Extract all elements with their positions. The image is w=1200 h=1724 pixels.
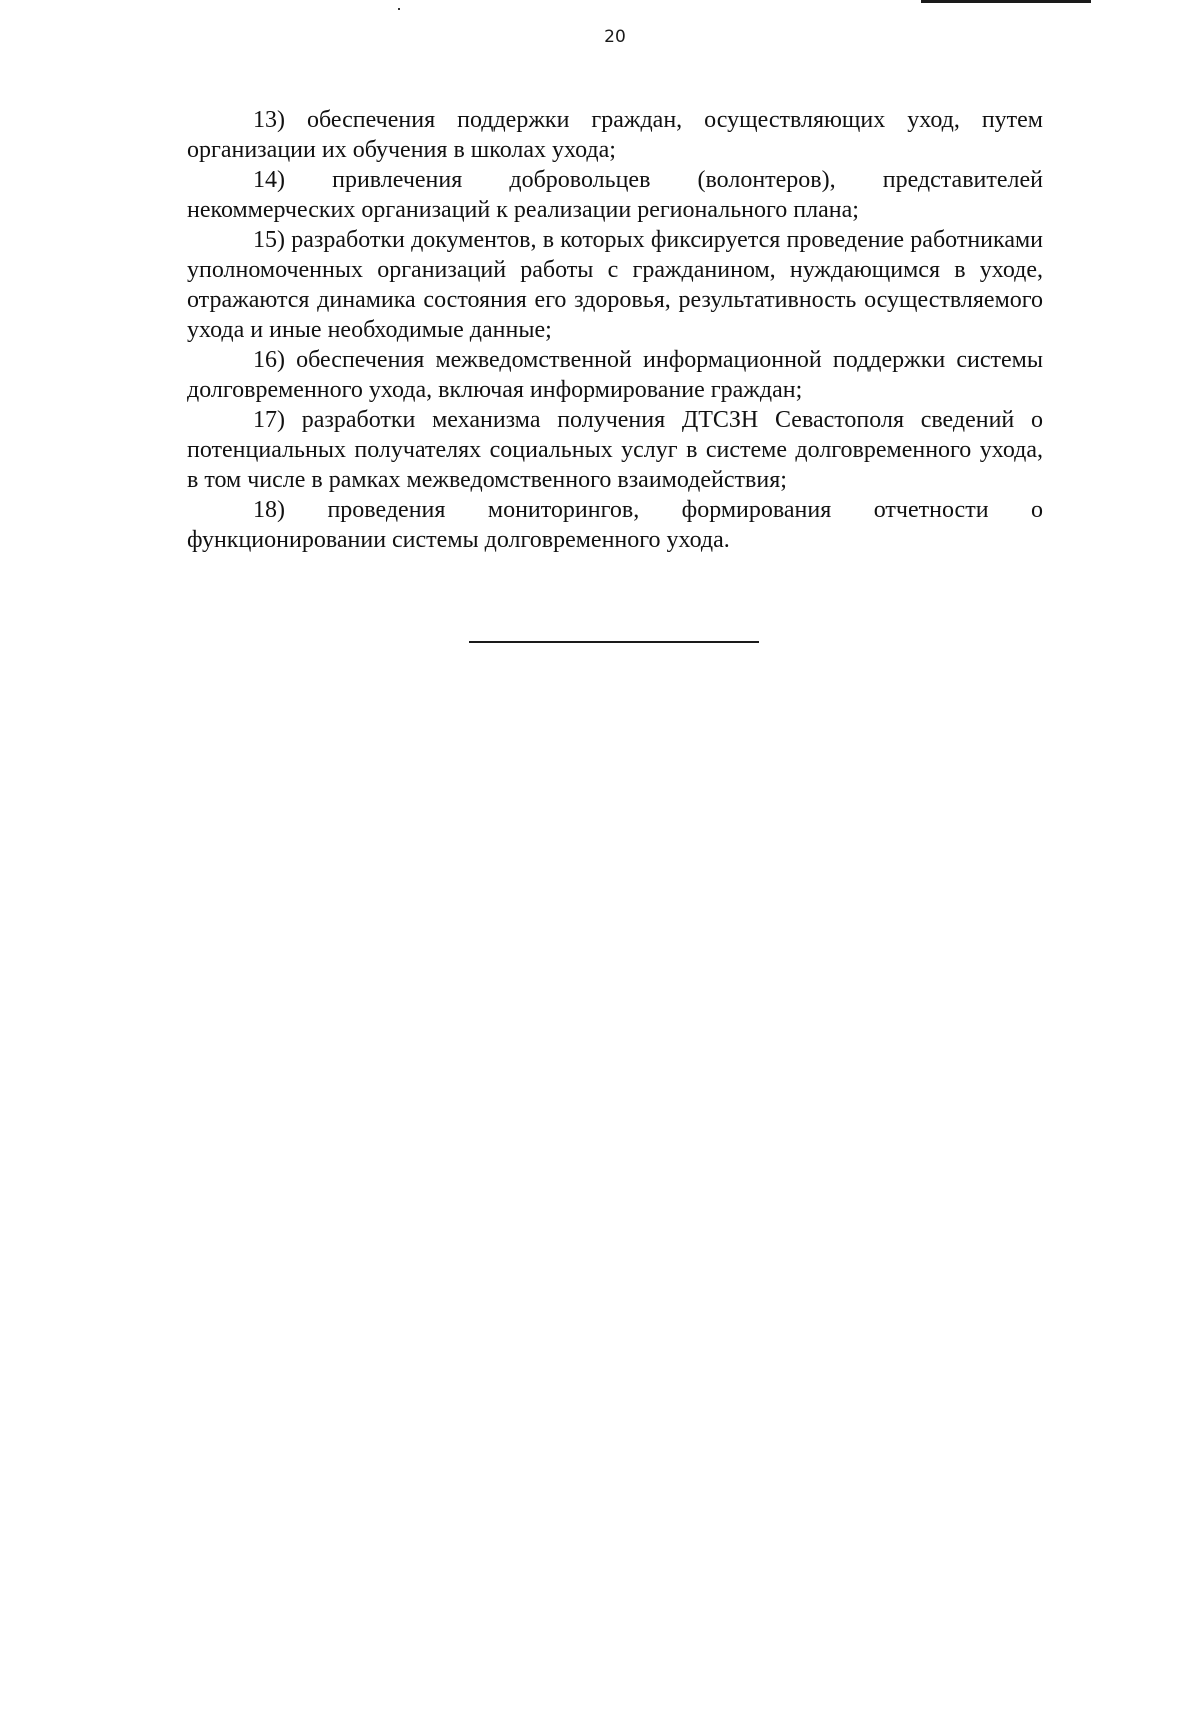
list-item-13: 13) обеспечения поддержки граждан, осуществляющих уход, путем организации их обучения в школах ухода;	[187, 107, 1043, 163]
list-item-15: 15) разработки документов, в которых фиксируется проведение работниками уполномоченных организаций работы с гражданином, нуждающимся в уходе, отражаются динамика состояния его здоровья, результативность осуществляемого ухода и иные необходимые данные;	[187, 227, 1043, 343]
list-item-17: 17) разработки механизма получения ДТСЗН Севастополя сведений о потенциальных получателях социальных услуг в системе долговременного ухода, в том числе в рамках межведомственного взаимодействия;	[187, 407, 1043, 493]
page-number: 20	[604, 27, 626, 47]
scan-dot	[398, 8, 400, 10]
list-item-14: 14) привлечения добровольцев (волонтеров), представителей некоммерческих организаций к реализации регионального плана;	[187, 167, 1043, 223]
document-body	[187, 105, 1043, 555]
closing-rule	[469, 641, 759, 643]
list-item-18: 18) проведения мониторингов, формирования отчетности о функционировании системы долговременного ухода.	[187, 497, 1043, 553]
list-item-16: 16) обеспечения межведомственной информационной поддержки системы долговременного ухода, включая информирование граждан;	[187, 347, 1043, 403]
scan-edge-mark	[921, 0, 1091, 3]
